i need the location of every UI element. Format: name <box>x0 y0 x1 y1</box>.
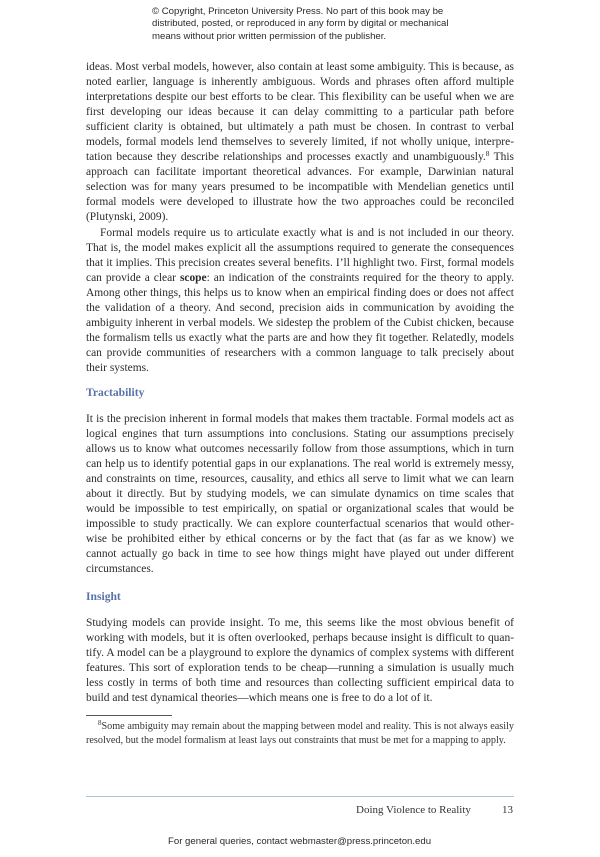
footnote-divider <box>86 715 172 716</box>
copyright-line: means without prior written permission of the publisher. <box>152 30 387 42</box>
copyright-notice <box>152 6 452 43</box>
intro-section <box>86 60 514 376</box>
footnote-text: Some ambiguity may remain about the mapping between model and reality. This is not always easily resolved, but the model formalism at least lays out constraints that must be met for a mapping to apply. <box>86 721 514 747</box>
footer-divider <box>86 796 514 797</box>
footnote-number: 8 <box>98 719 102 727</box>
paragraph <box>86 60 514 226</box>
paragraph-text: : an indication of the constraints required for the theory to apply. Among other things, this helps us to know when an empirical finding does or does not affect the validation of a theory. And second, precision aids in communication by avoiding the ambiguity inherent in verbal models. We sidestep the problem of the Cubist chicken, because the formalism tells us exactly what the parts are and how they fit together. Relatedly, models can provide communities of researchers with a common language to talk precisely about their systems. <box>86 271 514 374</box>
copyright-line: © Copyright, Princeton University Press. No part of this book may be <box>152 6 444 17</box>
footnote <box>86 720 514 748</box>
copyright-line: distributed, posted, or reproduced in any form by digital or mechanical <box>152 18 449 30</box>
footnote-reference[interactable]: 8 <box>485 149 490 159</box>
paragraph <box>86 226 514 376</box>
section-heading-insight: Insight <box>86 590 121 603</box>
page-number: 13 <box>502 804 513 816</box>
paragraph-text: ideas. Most verbal models, however, also contain at least some ambiguity. This is because, as noted earlier, language is inherently ambiguous. Words and phrases often afford multiple interpretations despite our best efforts to be clear. This flexibility can be useful when we are first developing our ideas because it can delay committing to a particular path before sufficient clarity is obtained, but ultimately a path must be chosen. In contrast to verbal models, formal models lend themselves to severely limited, if not wholly unique, interpretation because they describe relationships and processes exactly and unambiguously. <box>86 61 514 164</box>
paragraph: Studying models can provide insight. To me, this seems like the most obvious benefit of working with models, but it is often overlooked, perhaps because insight is difficult to quantify. A model can be a playground to explore the dynamics of complex systems with different features. This sort of exploration tends to be cheap—running a simulation is usually much less costly in terms of both time and resources than collecting sufficient empirical data to build and test dynamical theories—which means one is free to do a lot of it. <box>86 617 514 705</box>
term-scope: scope <box>179 271 207 284</box>
insight-section <box>86 616 514 706</box>
section-heading-tractability: Tractability <box>86 386 145 399</box>
paragraph-text: This approach can facilitate important theoretical advances. For example, Darwinian natural selection was for many years presumed to be incompatible with Mendelian genetics until formal models were developed to illustrate how the two approaches could be reconciled (Plutynski, 2009). <box>86 151 514 224</box>
contact-notice: For general queries, contact webmaster@press.princeton.edu <box>168 836 432 847</box>
paragraph: It is the precision inherent in formal models that makes them tractable. Formal models act as logical engines that turn assumptions into conclusions. Stating our assumptions precisely allows us to know what outcomes necessarily follow from those assumptions, which in turn can help us to identify potential gaps in our explanations. The real world is extremely messy, and constraints on time, resources, causality, and ethics all serve to limit what we can learn about it directly. But by studying models, we can simulate dynamics on time scales that would be impossible to test empirically, on spatial or organizational scales that would be impossible to study practically. We can explore counterfactual scenarios that would otherwise be prohibited either by ethical concerns or by the fact that (as far as we know) we cannot actually go back in time to see how things might have played out under different circumstances. <box>86 413 514 576</box>
running-title: Doing Violence to Reality <box>356 804 471 816</box>
paragraph-text: Formal models require us to articulate exactly what is and is not included in our theory. That is, the model makes explicit all the assumptions required to generate the consequences that it implies. This precision creates several benefits. I’ll highlight two. First, formal models can provide a clear <box>86 226 514 284</box>
tractability-section <box>86 412 514 578</box>
